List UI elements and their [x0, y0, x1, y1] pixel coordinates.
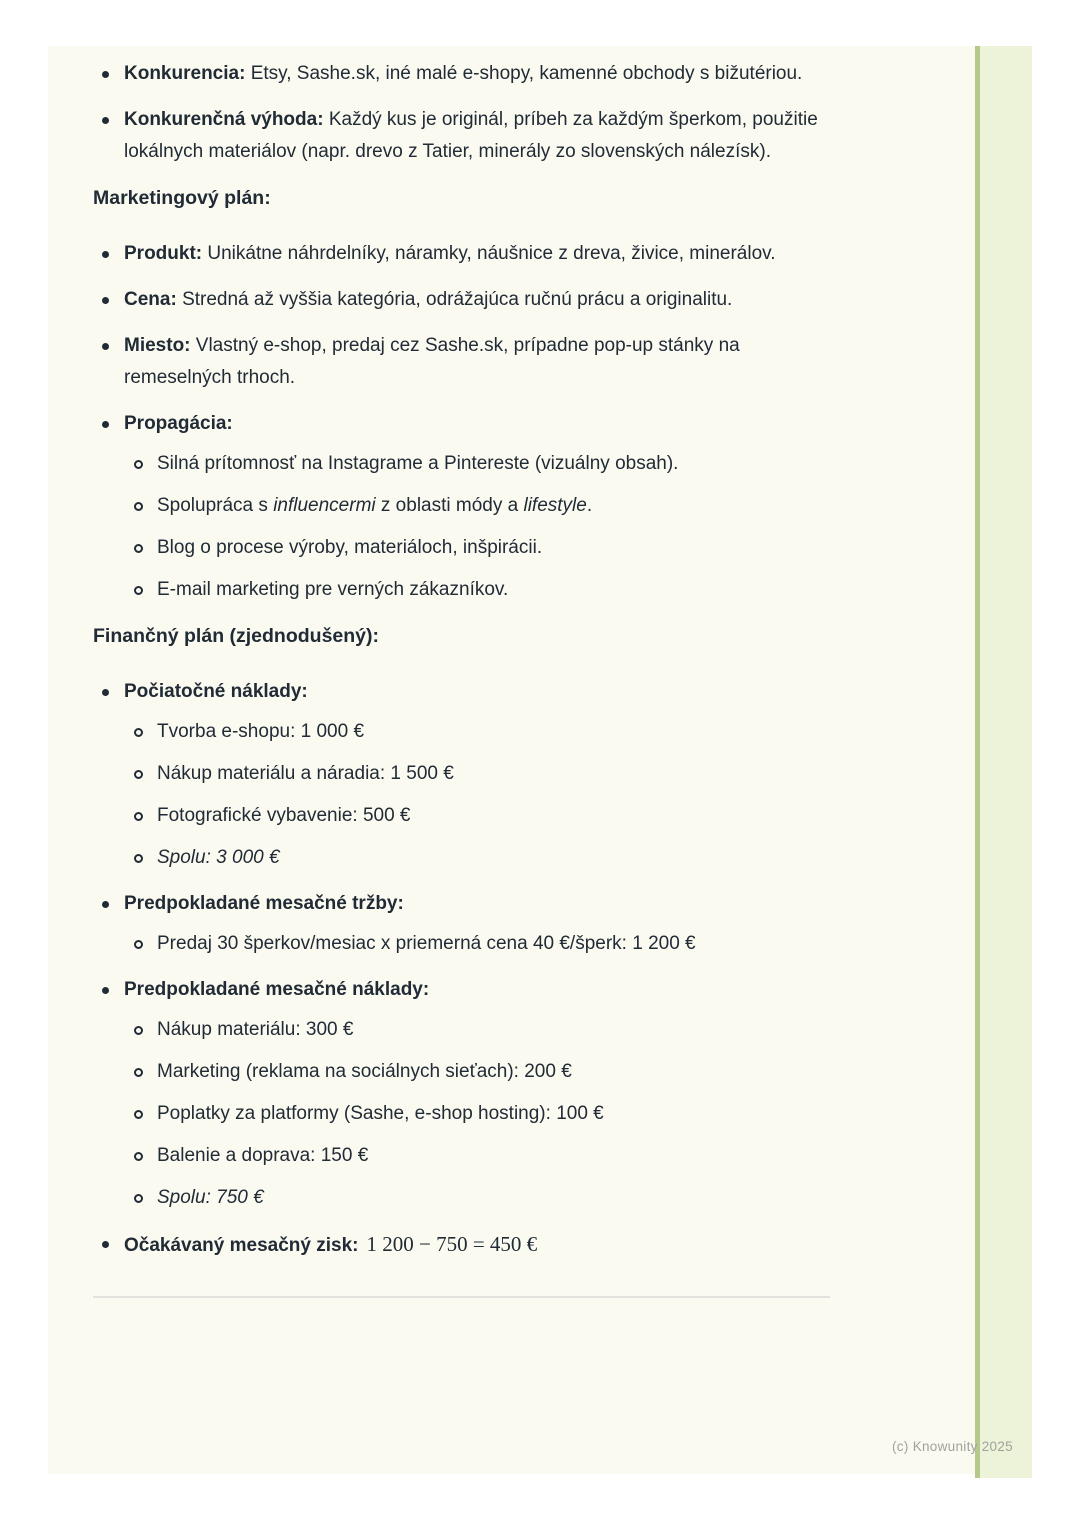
sub-item-costs-total — [124, 1182, 835, 1214]
divider — [93, 1296, 830, 1298]
sub-item-text: Poplatky za platformy (Sashe, e-shop hosting): 100 € — [157, 1103, 604, 1124]
financial-bullet-list — [93, 676, 835, 1262]
item-text: Etsy, Sashe.sk, iné malé e-shopy, kamenné obchody s bižutériou. — [245, 63, 803, 84]
sub-item-text-italic: lifestyle — [523, 495, 587, 516]
sub-item-material — [124, 1014, 835, 1046]
sub-item-initial-total — [124, 842, 835, 874]
sub-item-text: Spolupráca s — [157, 495, 274, 516]
list-item-cena — [93, 284, 835, 316]
sub-item-text: Tvorba e-shopu: 1 000 € — [157, 721, 365, 742]
sub-item-text: Balenie a doprava: 150 € — [157, 1145, 369, 1166]
sub-item-email — [124, 574, 835, 606]
sub-item-text: E-mail marketing pre verných zákazníkov. — [157, 579, 509, 600]
sub-item-platform-fees — [124, 1098, 835, 1130]
sub-item-text: Silná prítomnosť na Instagrame a Pintereste (vizuálny obsah). — [157, 453, 679, 474]
sub-item-instagram — [124, 448, 835, 480]
sub-item-marketing — [124, 1056, 835, 1088]
sub-item-text: z oblasti módy a — [375, 495, 524, 516]
item-text: Unikátne náhrdelníky, náramky, náušnice z dreva, živice, minerálov. — [202, 243, 776, 264]
monthly-costs-sub-list — [124, 1014, 835, 1214]
list-item-propagacia — [93, 408, 835, 606]
item-text: Každý kus je originál, príbeh za každým šperkom, použitie lokálnych materiálov (napr. drevo z Tatier, minerály zo slovenských nálezísk). — [124, 109, 818, 162]
marketing-bullet-list — [93, 238, 835, 606]
sub-item-text: Blog o procese výroby, materiáloch, inšpirácii. — [157, 537, 543, 558]
list-item-monthly-costs — [93, 974, 835, 1214]
list-item-miesto — [93, 330, 835, 394]
item-lead: Produkt: — [124, 243, 203, 264]
section-heading-marketing: Marketingový plán: — [93, 187, 271, 209]
item-lead: Konkurenčná výhoda: — [124, 109, 324, 130]
list-item-initial-costs — [93, 676, 835, 874]
sub-item-text: Nákup materiálu a náradia: 1 500 € — [157, 763, 454, 784]
document-card — [48, 46, 975, 1474]
sub-item-text-italic: Spolu: 750 € — [157, 1187, 264, 1208]
item-lead: Cena: — [124, 289, 177, 310]
sub-item-text: . — [586, 495, 593, 516]
item-text: Vlastný e-shop, predaj cez Sashe.sk, prípadne pop-up stánky na remeselných trhoch. — [124, 335, 740, 388]
sub-item-text-italic: influencermi — [273, 495, 376, 516]
item-lead: Predpokladané mesačné náklady: — [124, 979, 430, 1000]
list-item-konkurencna-vyhoda — [93, 104, 835, 168]
item-lead: Očakávaný mesačný zisk: — [124, 1235, 359, 1256]
sub-item-eshop — [124, 716, 835, 748]
list-item-monthly-revenue — [93, 888, 835, 960]
initial-costs-sub-list — [124, 716, 835, 874]
item-lead: Konkurencia: — [124, 63, 246, 84]
revenue-sub-list — [124, 928, 835, 960]
item-lead: Predpokladané mesačné tržby: — [124, 893, 404, 914]
sub-item-text: Predaj 30 šperkov/mesiac x priemerná cena 40 €/šperk: 1 200 € — [157, 933, 696, 954]
list-item-produkt — [93, 238, 835, 270]
section-heading-financial: Finančný plán (zjednodušený): — [93, 625, 380, 647]
promo-sub-list — [124, 448, 835, 606]
sub-item-influencers — [124, 490, 835, 522]
intro-bullet-list — [93, 58, 835, 168]
profit-formula: 1 200 − 750 = 450 € — [366, 1232, 538, 1256]
sub-item-photo-equipment — [124, 800, 835, 832]
sub-item-blog — [124, 532, 835, 564]
accent-bar — [975, 46, 1032, 1478]
item-lead: Propagácia: — [124, 413, 233, 434]
sub-item-text: Fotografické vybavenie: 500 € — [157, 805, 411, 826]
list-item-konkurencia — [93, 58, 835, 90]
sub-item-text: Nákup materiálu: 300 € — [157, 1019, 354, 1040]
item-lead: Miesto: — [124, 335, 191, 356]
copyright-text: (c) Knowunity 2025 — [892, 1439, 1013, 1454]
item-lead: Počiatočné náklady: — [124, 681, 308, 702]
list-item-expected-profit — [93, 1228, 835, 1262]
sub-item-packaging-shipping — [124, 1140, 835, 1172]
document-content — [48, 46, 835, 1298]
sub-item-text: Marketing (reklama na sociálnych sieťach): 200 € — [157, 1061, 572, 1082]
sub-item-text-italic: Spolu: 3 000 € — [157, 847, 280, 868]
sub-item-materials-tools — [124, 758, 835, 790]
item-text: Stredná až vyššia kategória, odrážajúca ručnú prácu a originalitu. — [176, 289, 733, 310]
sub-item-sales — [124, 928, 835, 960]
